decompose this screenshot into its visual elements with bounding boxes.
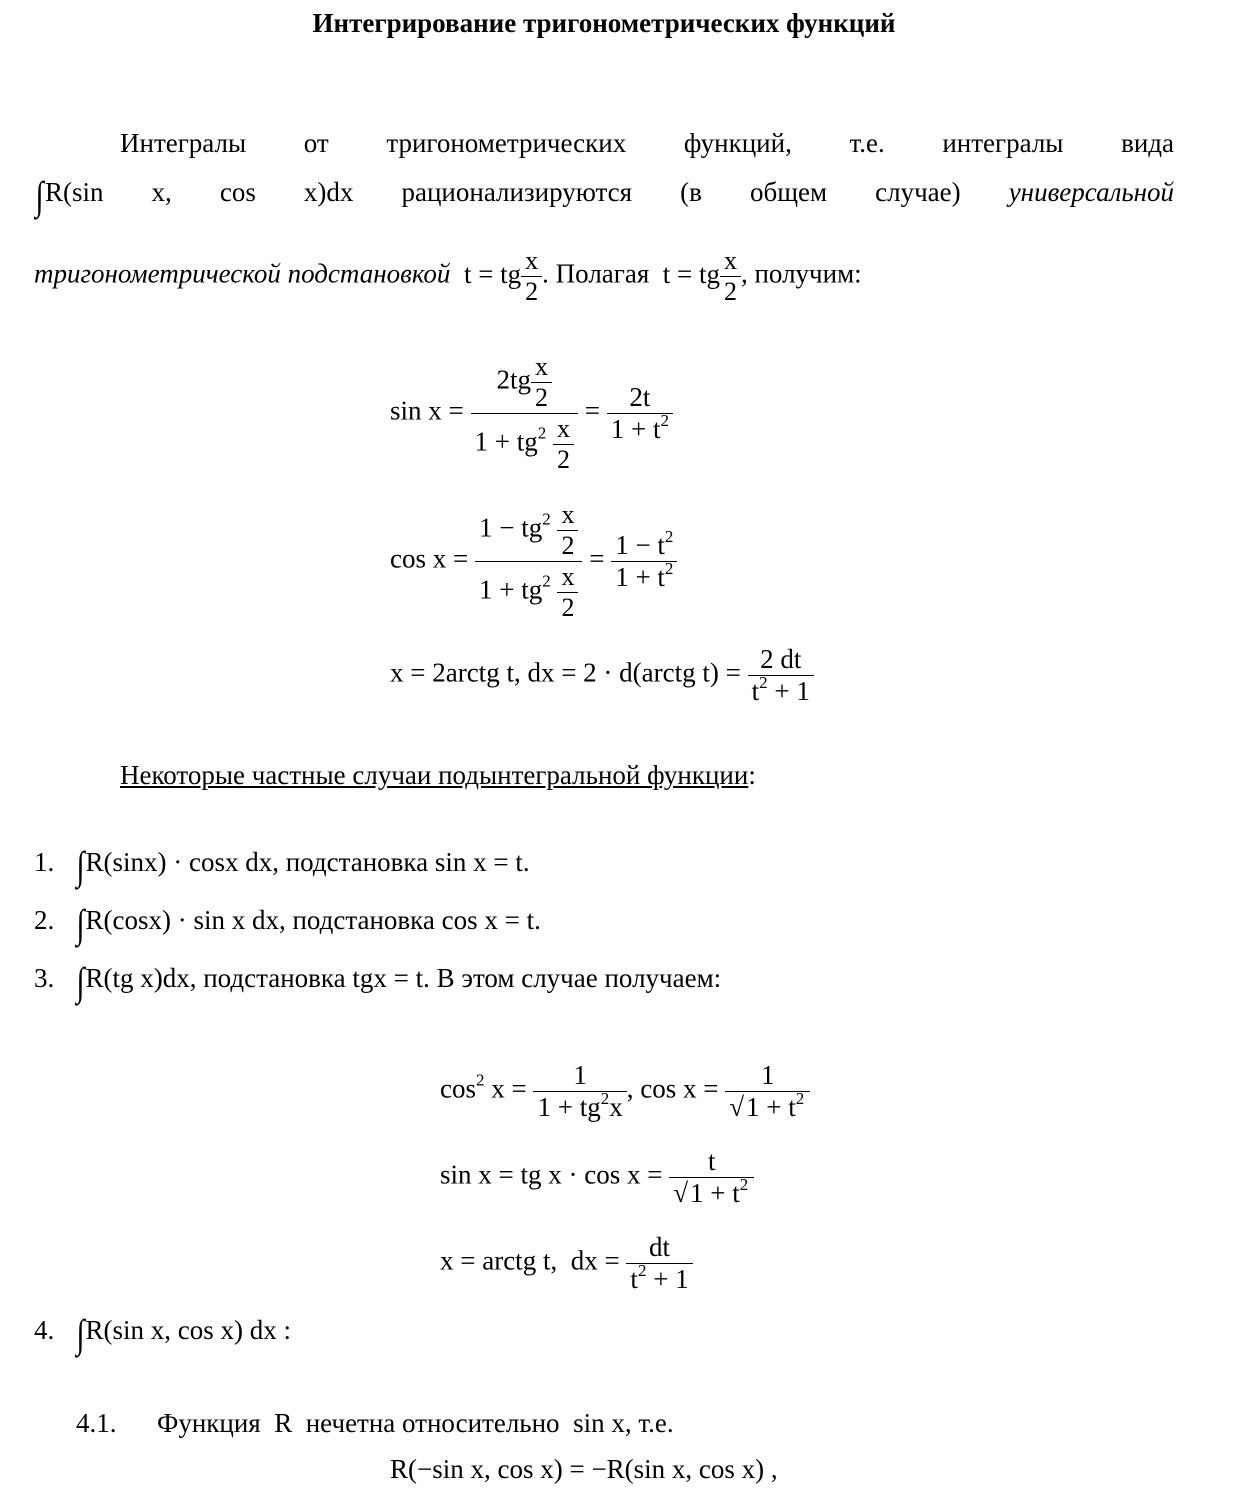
intro-line-2-italic: универсальной (1008, 177, 1175, 207)
intro-line-2-text: рационализируются (в общем случае) (401, 177, 961, 207)
formula-cos-tg: $\cos^2 x$ = $\frac{1}{1 + tg^2x}$ , cos x = $\frac{1}{√1 + t^2}$ (440, 1060, 810, 1123)
integral-sign-icon: ∫ (75, 1311, 85, 1356)
final-formula: R(−sin x, cos x) = −R(sin x, cos x) , (390, 1454, 778, 1484)
case-item-1: 1. ∫R(sinx) · cosx dx, подстановка sin x = t. (34, 843, 530, 888)
intro-line-3-end: , получим: (740, 258, 862, 289)
formula-arctg: x = arctg t, dx = $\frac{dt}{t^2 + 1}$ (440, 1232, 693, 1295)
case-item-2: 2. ∫R(cosx) · sin x dx, подстановка cos x = t. (34, 901, 541, 946)
substitution-formula-2: t = tg $\frac{x}{2}$ (656, 259, 741, 289)
integral-sign-icon: ∫ (75, 959, 85, 1004)
formula-dx: x = 2arctg t, dx = 2 · d(arctg t) = $\frac{2 dt}{t^2 + 1}$ (390, 644, 814, 707)
intro-integral: ∫R(sin x, cos x)dx (35, 173, 354, 218)
section-heading: Некоторые частные случаи подынтегральной функции: (120, 760, 756, 790)
formula-sin-tg: sin x = tg x · cos x = $\frac{t}{√1 + t^2}$ (440, 1146, 754, 1209)
integral-sign-icon: ∫ (75, 843, 85, 888)
case-item-4: 4. ∫R(sin x, cos x) dx : (34, 1311, 291, 1356)
intro-line-3 (34, 246, 862, 307)
integral-sign-icon: ∫ (35, 173, 44, 218)
substitution-formula: t = tg $\frac{x}{2}$ (457, 259, 542, 289)
subitem-4-1: 4.1. Функция R нечетна относительно sin x, т.е. (76, 1408, 674, 1438)
intro-line-3-italic: тригонометрической подстановкой (34, 258, 451, 289)
formula-cos: cos x = $1 - tg^2$ $\frac{x}{2}$ $1 + tg^2$ $\frac{x}{2}$ = $\frac{1 - t^2}{1 + t^2}$ (390, 500, 677, 623)
intro-line-2 (34, 173, 1175, 218)
intro-line-1: Интегралы от тригонометрических функций, т.е. интегралы вида (120, 128, 1174, 158)
case-item-3: 3. ∫R(tg x)dx, подстановка tgx = t. В этом случае получаем: (34, 959, 722, 1004)
page-title: Интегрирование тригонометрических функций (312, 8, 896, 38)
intro-line-3-mid: . Полагая (542, 258, 650, 289)
integral-sign-icon: ∫ (75, 901, 85, 946)
formula-sin: sin x = 2tg $\frac{x}{2}$ $1 + tg^2$ $\frac{x}{2}$ = $\frac{2t}{1 + t^2}$ (390, 352, 673, 475)
